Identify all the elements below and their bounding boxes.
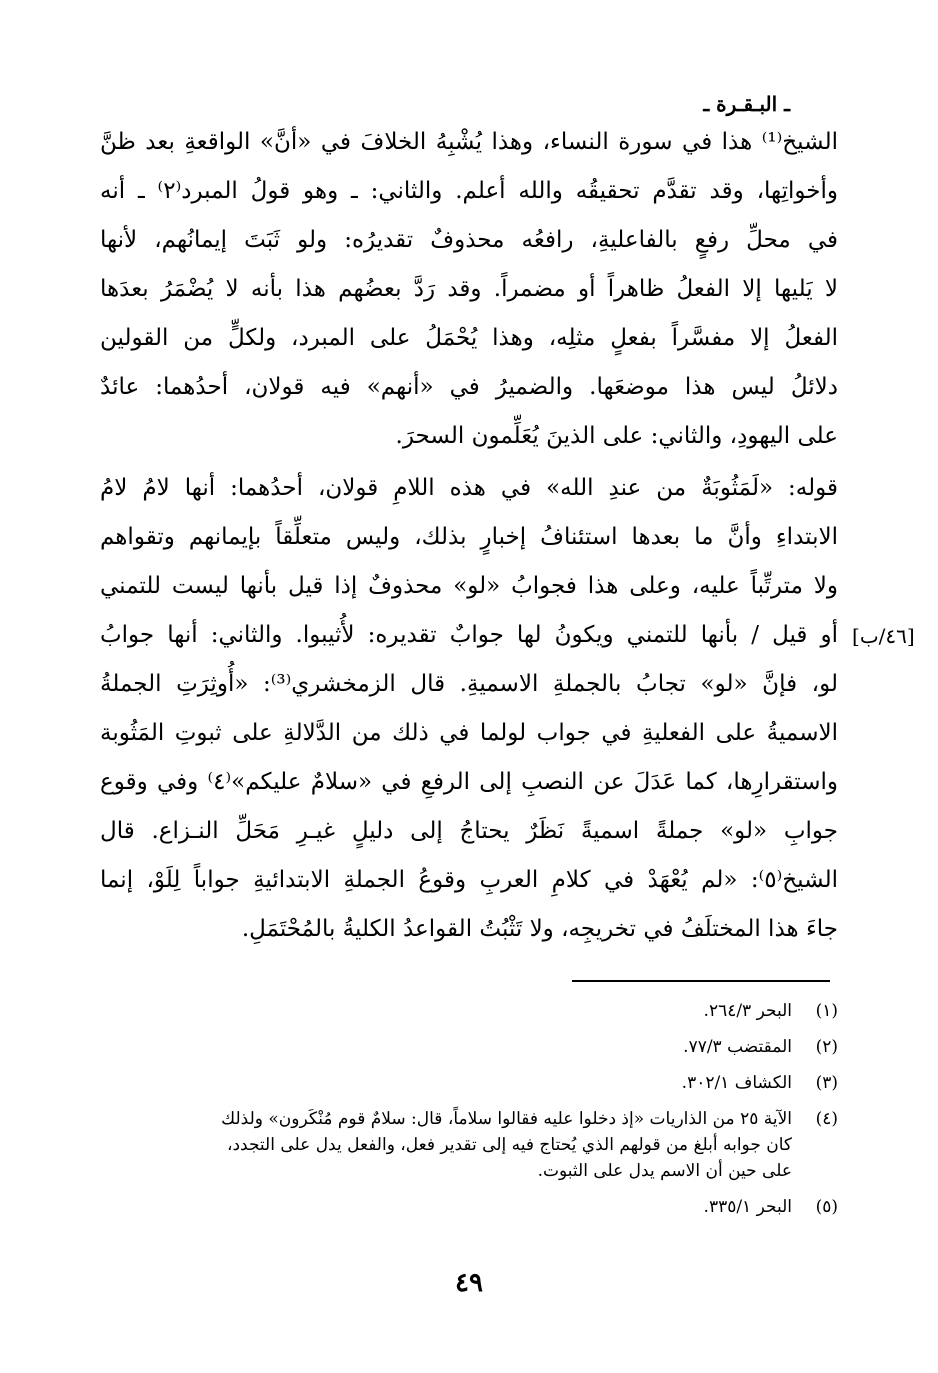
footnote-text: البحر ٣٣٥/١. — [703, 1197, 792, 1217]
footnotes — [98, 998, 838, 1230]
text-line: أو قيل / بأنها للتمني ويكونُ لها جوابٌ تقديره: لأُثيبوا. والثاني: أنها جوابُ — [100, 622, 838, 648]
text-line: وأخواتِها، وقد تقدَّم تحقيقُه والله أعلم. والثاني: ـ وهو قولُ المبرد⁽٢⁾ ـ أنه — [100, 178, 838, 204]
footnote-number: (٥) — [815, 1197, 838, 1217]
footnote-text: كان جوابه أبلغ من قولهم الذي يُحتاج فيه إلى تقدير فعل، والفعل يدل على التجدد، — [226, 1135, 792, 1155]
text-line: جاءَ هذا المختلَفُ في تخريجِه، ولا تَثْبُتُ القواعدُ الكليةُ بالمُحْتَمَلِ. — [241, 916, 838, 942]
text-line: في محلِّ رفعٍ بالفاعليةِ، رافعُه محذوفٌ تقديرُه: ولو ثَبَتَ إيمانُهم، لأنها — [100, 227, 838, 253]
footnote-separator — [572, 980, 830, 982]
footnote — [98, 998, 838, 1024]
text-line: دلائلُ ليس هذا موضعَها. والضميرُ في «أنهم» فيه قولان، أحدُهما: عائدٌ — [100, 374, 838, 400]
footnote-text: البحر ٢٦٤/٣. — [703, 1001, 792, 1021]
footnote — [98, 1034, 838, 1060]
paragraph-2 — [100, 464, 838, 954]
running-header: ـ البـقـرة ـ — [703, 92, 790, 116]
footnote-text: الآية ٢٥ من الذاريات «إذ دخلوا عليه فقالوا سلاماً، قال: سلامٌ قوم مُنْكَرون» ولذلك — [221, 1109, 792, 1129]
footnote-text: على حين أن الاسم يدل على الثبوت. — [537, 1161, 792, 1181]
paragraph-1 — [100, 118, 838, 461]
text-line: جوابِ «لو» جملةً اسميةً نَظَرٌ يحتاجُ إلى دليلٍ غيـرِ مَحَلِّ النـزاع. قال — [100, 818, 838, 844]
manuscript-folio-marker: [٤٦/ب] — [852, 624, 915, 648]
text-line: الابتداءِ وأنَّ ما بعدها استئنافُ إخبارٍ بذلك، وليس متعلِّقاً بإيمانهم وتقواهم — [100, 524, 838, 550]
text-line: واستقرارِها، كما عَدَلَ عن النصبِ إلى الرفعِ في «سلامٌ عليكم»⁽٤⁾ وفي وقوع — [100, 769, 838, 795]
text-line: لو، فإنَّ «لو» تجابُ بالجملةِ الاسميةِ. قال الزمخشري⁽³⁾: «أُوثِرَتِ الجملةُ — [100, 671, 838, 697]
footnote — [98, 1194, 838, 1220]
text-line: الشيخ⁽٥⁾: «لم يُعْهَدْ في كلامِ العربِ وقوعُ الجملةِ الابتدائيةِ جواباً لِلَوْ، إنما — [100, 867, 838, 893]
footnote-number: (١) — [815, 1001, 838, 1021]
footnote-number: (٣) — [815, 1073, 838, 1093]
footnote-text: الكشاف ٣٠٢/١. — [681, 1073, 792, 1093]
footnote-number: (٤) — [815, 1109, 838, 1129]
page-number: ٤٩ — [455, 1268, 483, 1298]
text-line: الفعلُ إلا مفسَّراً بفعلٍ مثلِه، وهذا يُحْمَلُ على المبرد، ولكلٍّ من القولين — [100, 325, 838, 351]
footnote-number: (٢) — [815, 1037, 838, 1057]
text-line: على اليهودِ، والثاني: على الذينَ يُعَلِّمون السحرَ. — [395, 423, 838, 449]
text-line: لا يَليها إلا الفعلُ ظاهراً أو مضمراً. وقد رَدَّ بعضُهم هذا بأنه لا يُضْمَرُ بعدَها — [100, 276, 838, 302]
text-line: الشيخ⁽¹⁾ هذا في سورة النساء، وهذا يُشْبِهُ الخلافَ في «أنَّ» الواقعةِ بعد ظنَّ — [100, 129, 838, 155]
text-line: ولا مترتِّباً عليه، وعلى هذا فجوابُ «لو» محذوفٌ إذا قيل بأنها ليست للتمني — [100, 573, 838, 599]
footnote — [98, 1070, 838, 1096]
text-line: الاسميةُ على الفعليةِ في جواب لولما في ذلك من الدَّلالةِ على ثبوتِ المَثُوبة — [100, 720, 838, 746]
footnote-text: المقتضب ٧٧/٣. — [683, 1037, 792, 1057]
text-line: قوله: «لَمَثُوبَةٌ من عندِ الله» في هذه اللامِ قولان، أحدُهما: أنها لامُ لامُ — [100, 475, 838, 501]
footnote — [98, 1106, 838, 1184]
